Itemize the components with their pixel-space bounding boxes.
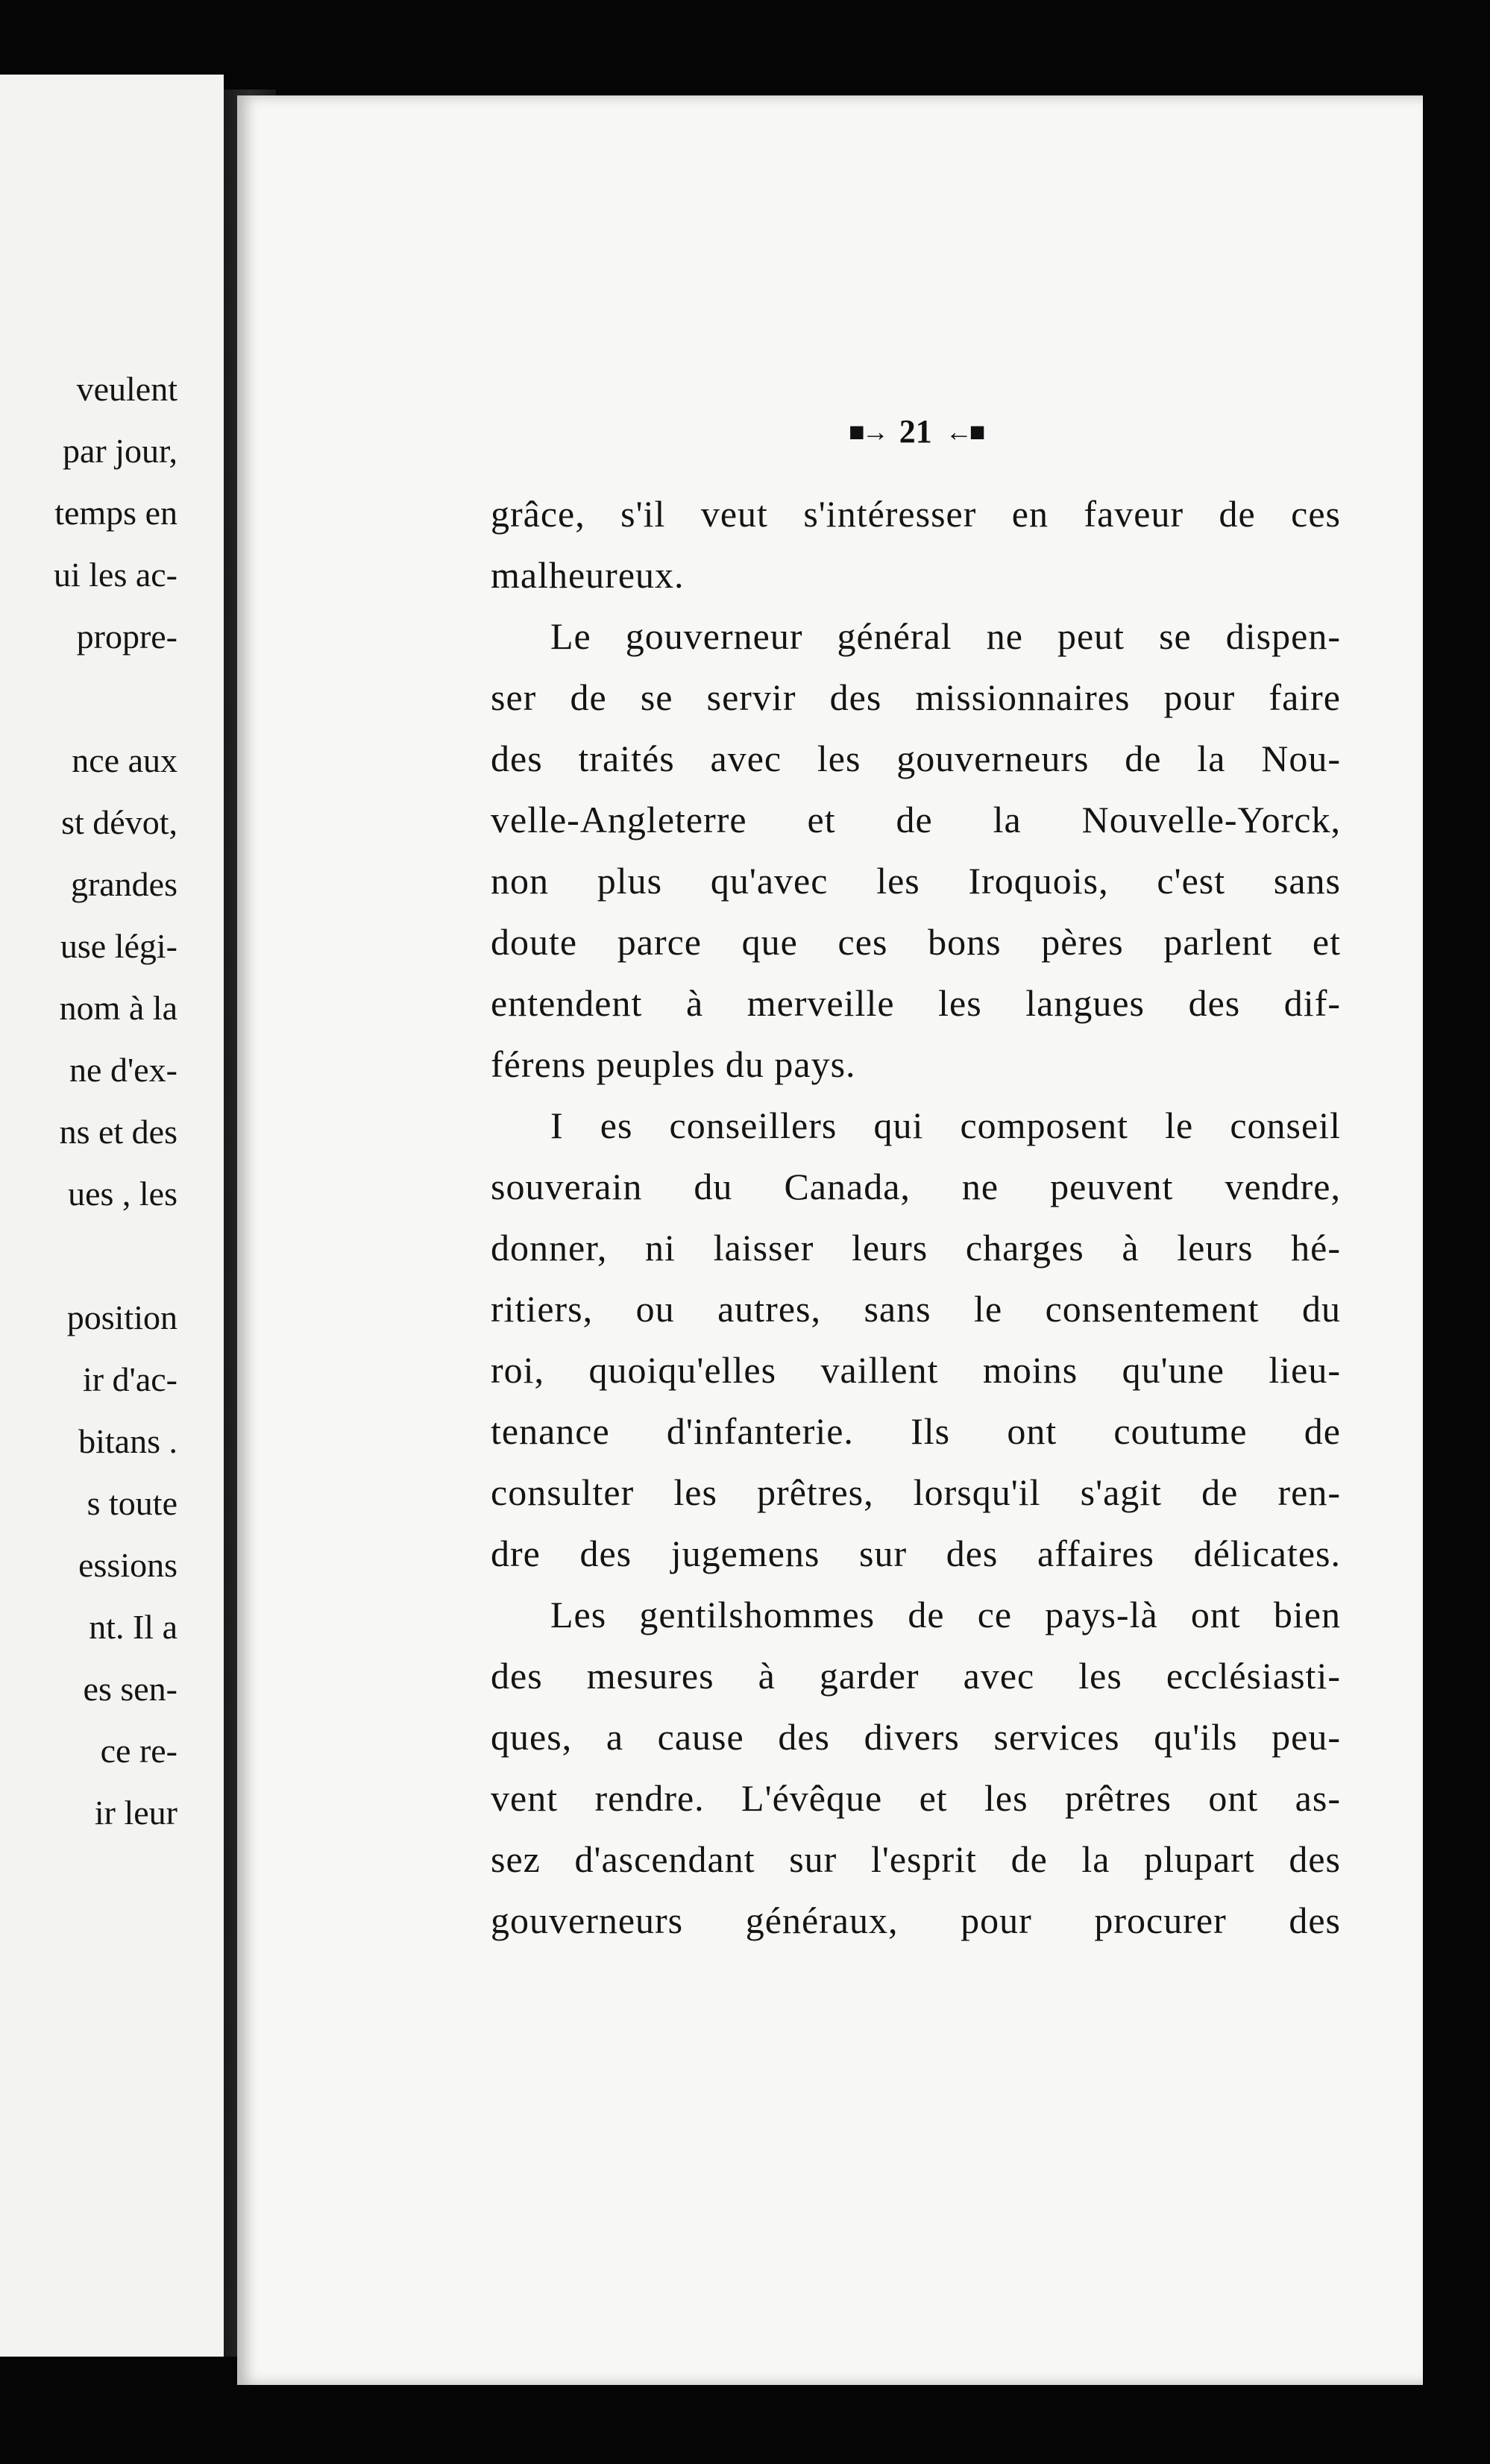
page-number: 21	[899, 413, 932, 450]
left-page-text: ns et des	[59, 1113, 177, 1151]
left-page-text: ir d'ac-	[82, 1360, 177, 1398]
text-line: vent rendre. L'évêque et les prêtres ont as-	[491, 1777, 1341, 1819]
text-line: roi, quoiqu'elles vaillent moins qu'une lieu-	[491, 1349, 1341, 1391]
right-ornament-icon: ←■	[945, 416, 983, 447]
page-header	[849, 412, 983, 450]
left-page-text: temps en	[54, 494, 177, 532]
left-page-text: veulent	[76, 370, 177, 408]
left-page-text: ne d'ex-	[69, 1051, 177, 1089]
text-line: Les gentilshommes de ce pays-là ont bien	[550, 1594, 1341, 1635]
left-page-text: grandes	[70, 865, 177, 903]
text-line: ques, a cause des divers services qu'ils peu-	[491, 1716, 1341, 1758]
left-page-text: nce aux	[72, 741, 177, 779]
left-ornament-icon: ■→	[849, 416, 886, 447]
text-line: velle-Angleterre et de la Nouvelle-Yorck,	[491, 799, 1341, 840]
text-line: souverain du Canada, ne peuvent vendre,	[491, 1166, 1341, 1207]
left-page-text: ues , les	[68, 1175, 177, 1213]
text-line: consulter les prêtres, lorsqu'il s'agit de ren-	[491, 1471, 1341, 1513]
left-page	[0, 75, 224, 2357]
left-page-text: s toute	[87, 1484, 177, 1522]
text-line: malheureux.	[491, 554, 685, 596]
text-line: Le gouverneur général ne peut se dispen-	[550, 615, 1341, 657]
text-line: dre des jugemens sur des affaires délicates.	[491, 1533, 1341, 1574]
left-page-text: par jour,	[63, 432, 177, 470]
left-page-text: ce re-	[100, 1732, 177, 1770]
left-page-text: position	[66, 1298, 177, 1336]
text-line: I es conseillers qui composent le conseil	[550, 1104, 1341, 1146]
text-line: grâce, s'il veut s'intéresser en faveur de ces	[491, 493, 1341, 535]
text-line: des traités avec les gouverneurs de la Nou-	[491, 738, 1341, 779]
text-line: donner, ni laisser leurs charges à leurs hé-	[491, 1227, 1341, 1269]
left-page-text: nom à la	[59, 989, 177, 1027]
text-line: doute parce que ces bons pères parlent et	[491, 921, 1341, 963]
left-page-text: nt. Il a	[89, 1608, 177, 1646]
text-line: tenance d'infanterie. Ils ont coutume de	[491, 1410, 1341, 1452]
text-line: entendent à merveille les langues des dif-	[491, 982, 1341, 1024]
left-page-text: st dévot,	[61, 803, 177, 841]
left-page-text: essions	[78, 1546, 177, 1584]
text-line: ser de se servir des missionnaires pour faire	[491, 676, 1341, 718]
text-line: des mesures à garder avec les ecclésiasti-	[491, 1655, 1341, 1697]
left-page-text: es sen-	[83, 1670, 177, 1708]
left-page-text: propre-	[76, 617, 177, 656]
left-page-text: use légi-	[60, 927, 177, 965]
text-line: gouverneurs généraux, pour procurer des	[491, 1899, 1341, 1941]
text-line: non plus qu'avec les Iroquois, c'est sans	[491, 860, 1341, 902]
left-page-text: ir leur	[94, 1794, 177, 1832]
left-page-text: bitans .	[78, 1422, 177, 1460]
text-line: sez d'ascendant sur l'esprit de la plupart des	[491, 1838, 1341, 1880]
text-line: ritiers, ou autres, sans le consentement du	[491, 1288, 1341, 1330]
text-line: férens peuples du pays.	[491, 1043, 856, 1085]
left-page-text: ui les ac-	[53, 556, 177, 594]
body-text	[491, 483, 1341, 1951]
right-page	[237, 95, 1423, 2385]
